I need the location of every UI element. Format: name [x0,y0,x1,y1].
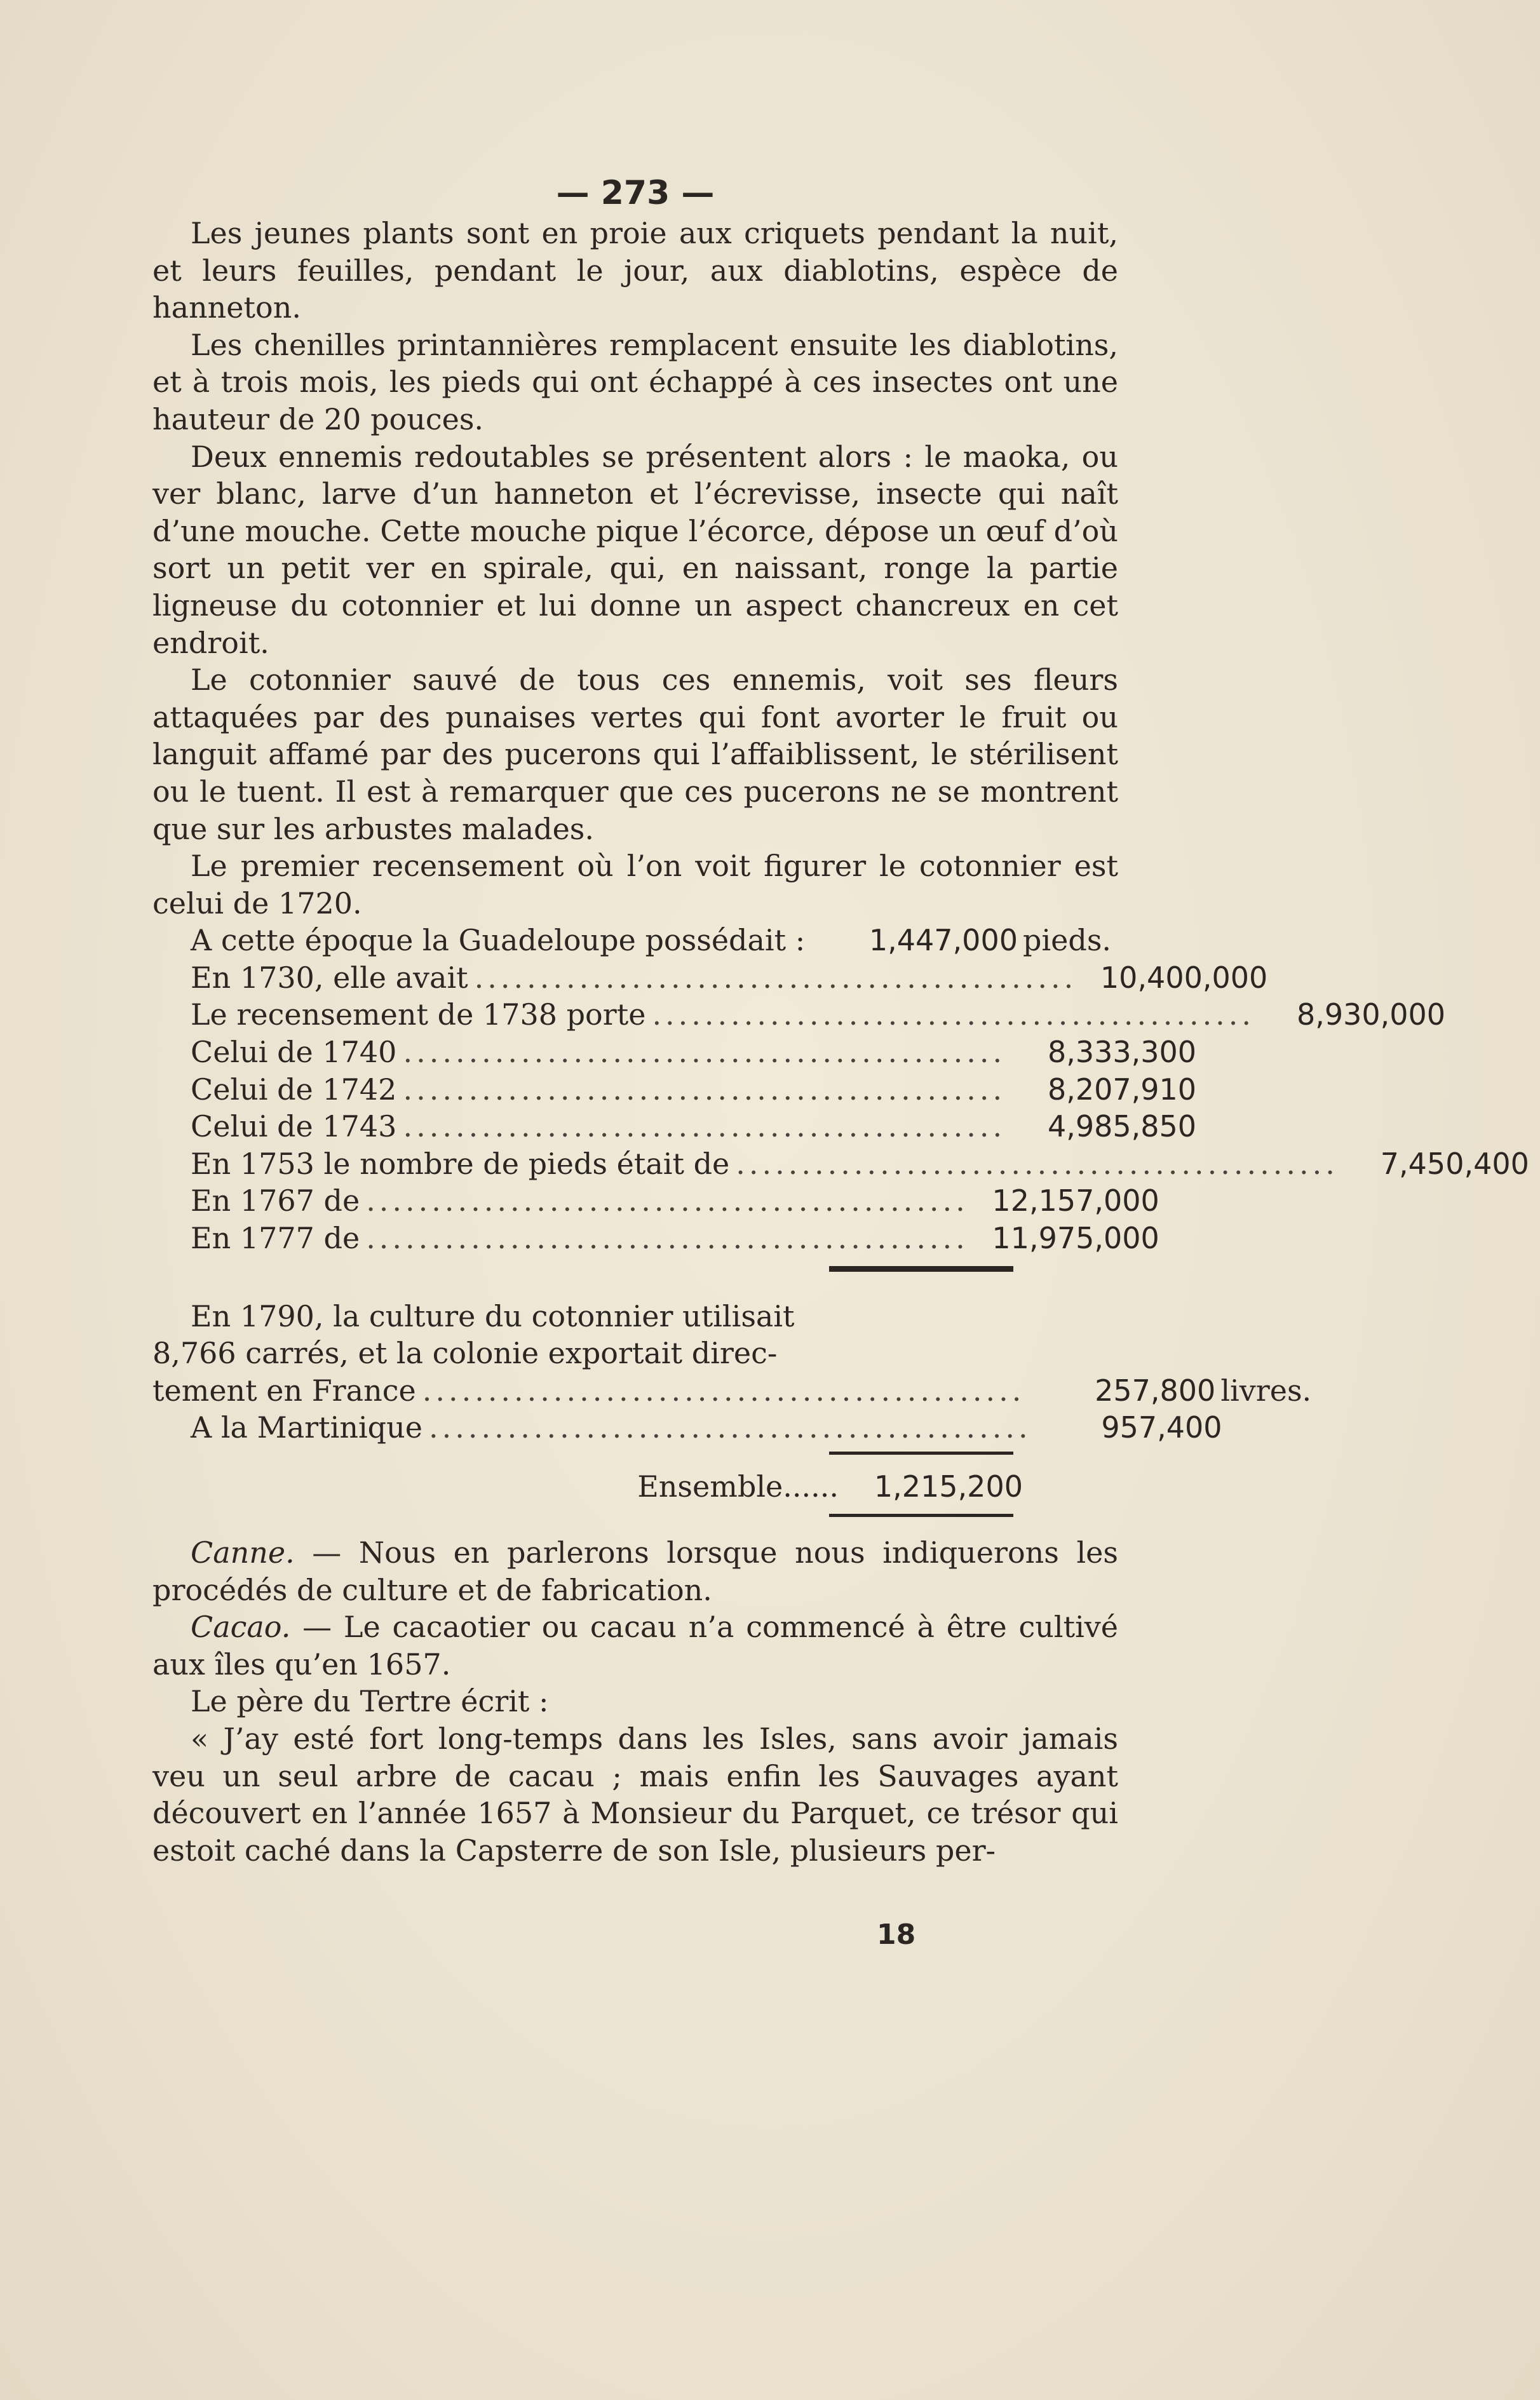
row-value: 8,930,000 [1296,997,1446,1032]
export-block [152,1298,1312,1446]
row-value: 4,985,850 [1047,1109,1197,1144]
row-label: En 1767 de [191,1183,360,1218]
paragraph-canne: Canne. — Nous en parlerons lorsque nous indiquerons les procédés de culture et de fabrication. [152,1535,1118,1607]
rule-separator [152,1509,1118,1534]
paragraph: Les chenilles printannières remplacent ensuite les diablotins, et à trois mois, les pieds qui ont échappé à ces insectes ont une hauteur de 20 pouces. [152,327,1118,436]
text-column [152,172,1529,1869]
paragraph-cacao: Cacao. — Le cacaotier ou cacau n’a commencé à être cultivé aux îles qu’en 1657. [152,1610,1118,1682]
paragraph: Deux ennemis redoutables se présentent alors : le maoka, ou ver blanc, larve d’un hanneton et l’écrevisse, insecte qui naît d’une mouche. Cette mouche pique l’écorce, dépose un œuf d’où sort un petit ver en spirale, qui, en naissant, ronge la partie ligneuse du cotonnier et lui donne un aspect chancreux en cet endroit. [152,439,1118,660]
leader-dots: .............................................. [736,1146,1339,1181]
table-row [152,959,1268,997]
page-number-header: — 273 — [556,174,715,212]
row-label: En 1777 de [191,1221,360,1256]
table-row [152,1220,1159,1257]
quote-paragraph: « J’ay esté fort long-temps dans les Isles, sans avoir jamais veu un seul arbre de cacau ; mais enfin les Sauvages ayant découvert en l’année 1657 à Monsieur du Parquet, ce trésor qui estoit caché dans la Capsterre de son Isle, plusieurs per- [152,1721,1118,1868]
leader-dots: .............................................. [403,1109,1006,1144]
row-label: A la Martinique [191,1410,422,1445]
table-row [152,1071,1197,1109]
total-label: Ensemble...... [637,1469,839,1504]
export-text-line: En 1790, la culture du cotonnier utilisait [191,1298,795,1333]
export-text-line: 8,766 carrés, et la colonie exportait direc- [152,1336,778,1371]
row-label: En 1730, elle avait [191,960,468,995]
row-value: 8,207,910 [1047,1072,1197,1107]
section-title: Canne. [191,1535,295,1570]
leader-dots: .............................................. [428,1410,1032,1445]
table-row [152,1108,1197,1145]
leader-dots: .............................................. [474,960,1077,995]
row-value: 957,400 [1101,1410,1222,1445]
table-row [152,1034,1197,1071]
row-value: 1,447,000 [868,923,1018,958]
leader-dots: .............................................. [422,1373,1025,1408]
leader-dots: .............................................. [366,1221,969,1256]
row-value: 11,975,000 [992,1221,1159,1256]
row-label: Le recensement de 1738 porte [191,997,646,1032]
section-title: Cacao. [191,1610,291,1645]
signature-mark: 18 [877,1918,916,1951]
row-unit: pieds. [1023,923,1112,958]
total-value: 1,215,200 [874,1469,1023,1504]
leader-dots: .............................................. [652,997,1255,1032]
table-row [152,1145,1529,1183]
row-value: 7,450,400 [1380,1146,1529,1181]
paragraph: Les jeunes plants sont en proie aux criquets pendant la nuit, et leurs feuilles, pendant le jour, aux diablotins, espèce de hanneton. [152,216,1118,325]
row-value: 12,157,000 [992,1183,1159,1218]
leader-dots: .............................................. [403,1072,1006,1107]
intro-paragraphs [152,215,1118,922]
closing-paragraphs [152,1534,1118,1869]
text-line [152,1298,1118,1335]
text-line [152,1335,1118,1372]
row-label: En 1753 le nombre de pieds était de [191,1146,730,1181]
rule-separator [152,1446,1118,1468]
row-label: Celui de 1742 [191,1072,397,1107]
leader-dots: .............................................. [366,1183,969,1218]
leader-dots: .............................................. [403,1035,1006,1070]
sum-rule [829,1452,1013,1455]
census-table [152,922,1529,1257]
row-label: tement en France [152,1373,416,1408]
row-value: 257,800 [1095,1373,1216,1408]
table-row [152,996,1446,1034]
total-rule [829,1266,1013,1272]
table-row [152,1182,1159,1220]
row-value: 8,333,300 [1047,1035,1197,1070]
total-underline [829,1514,1013,1517]
table-row [152,1372,1312,1410]
table-row [152,922,1118,959]
total-row [152,1468,1118,1509]
row-label: Celui de 1743 [191,1109,397,1144]
row-unit: livres. [1220,1373,1312,1408]
row-label: Celui de 1740 [191,1035,397,1070]
row-label: A cette époque la Guadeloupe possédait : [191,923,806,958]
paragraph: Le père du Tertre écrit : [191,1684,549,1719]
paragraph: Le premier recensement où l’on voit figurer le cotonnier est celui de 1720. [152,849,1118,920]
row-value: 10,400,000 [1100,960,1268,995]
table-row [152,1409,1222,1446]
rule-separator [152,1257,1118,1298]
paragraph: Le cotonnier sauvé de tous ces ennemis, voit ses fleurs attaquées par des punaises vertes qui font avorter le fruit ou languit affamé par des pucerons qui l’affaiblissent, le stérilisent ou le tuent. Il est à remarquer que ces pucerons ne se montrent que sur les arbustes malades. [152,663,1118,846]
